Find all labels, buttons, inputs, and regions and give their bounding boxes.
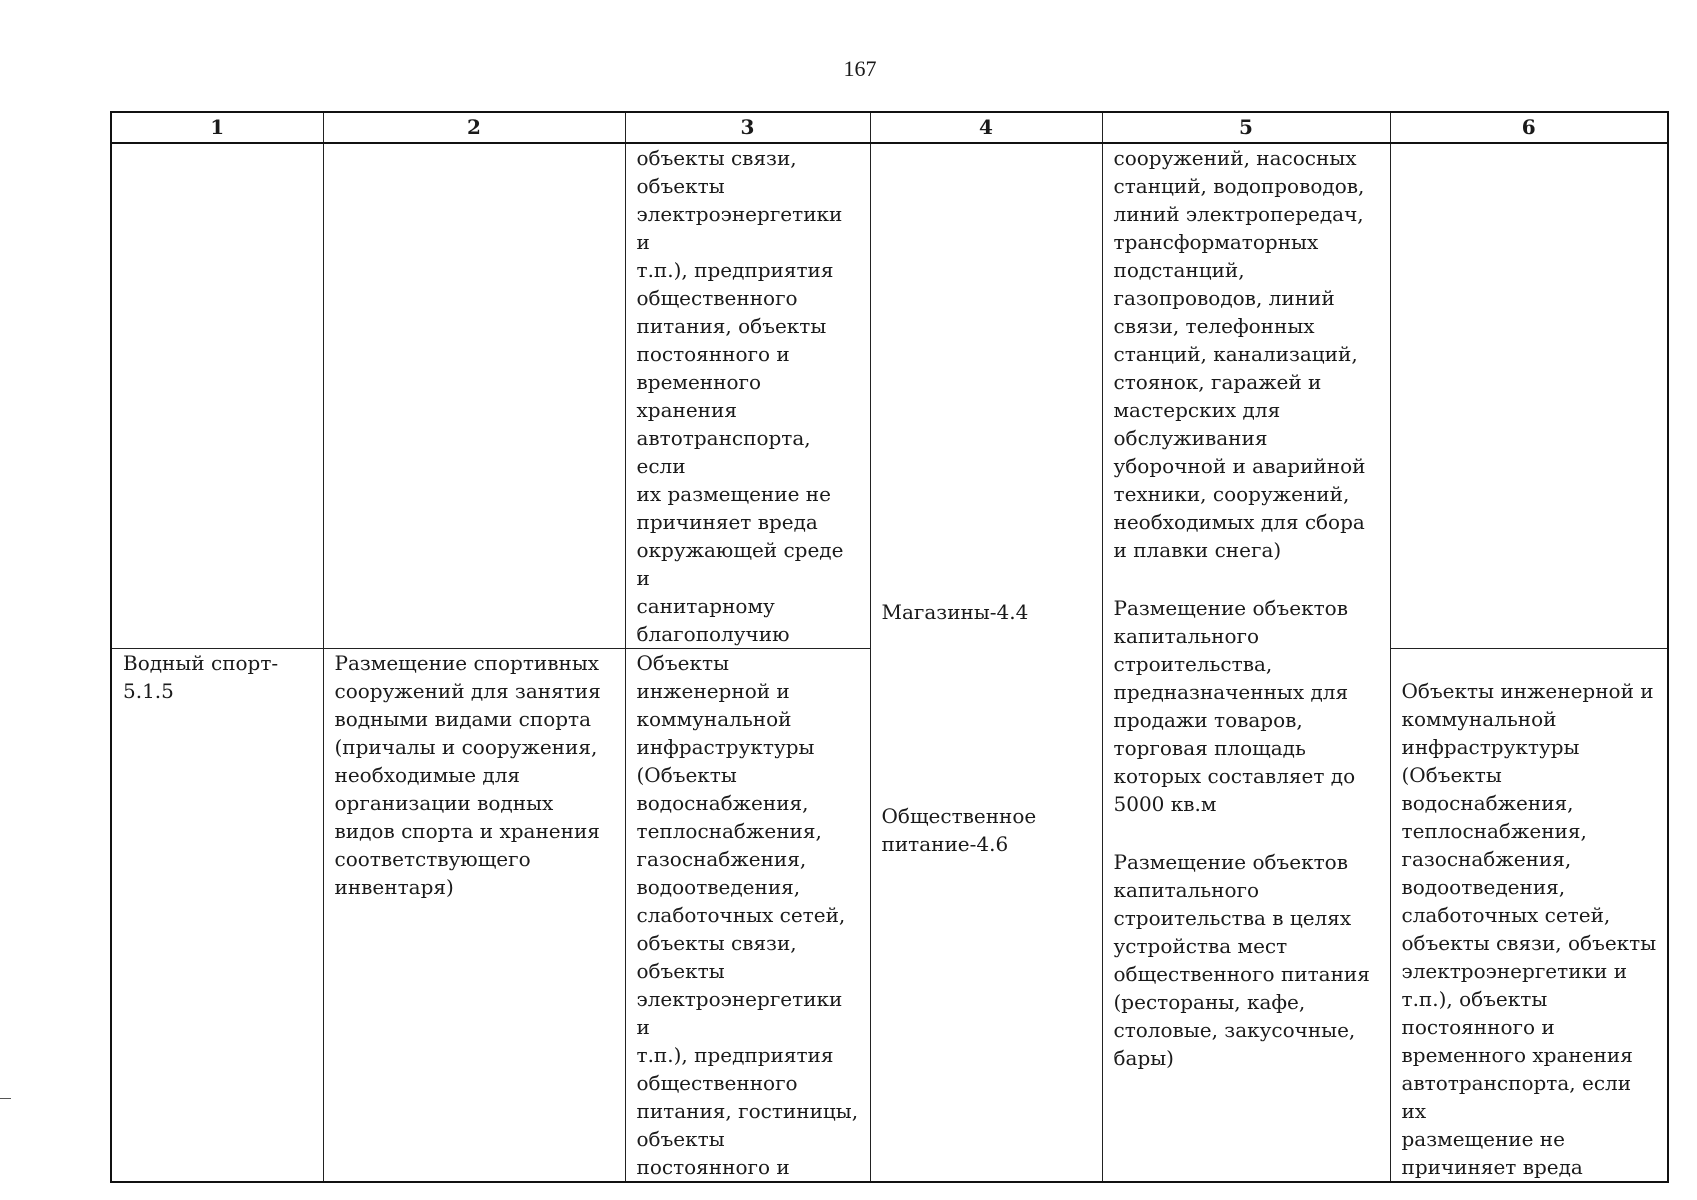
column-header-6: 6	[1390, 112, 1668, 143]
column-header-5: 5	[1102, 112, 1390, 143]
cell-text: Объекты инженерной и коммунальной инфраструктуры (Объекты водоснабжения, теплоснабжения, газоснабжения, водоотведения, слаботочных сетей, объекты связи, объекты электроэнергетики и т.п.), предприятия общественного питания, гостиницы, объекты постоянного и	[636, 651, 859, 1179]
column-header-2: 2	[323, 112, 625, 143]
cell-text: Размещение спортивных сооружений для занятия водными видами спорта (причалы и сооружения, необходимые для организации водных видов спорта и хранения соответствующего инвентаря)	[334, 651, 601, 899]
page-number: 167	[843, 56, 877, 81]
cell-text: Объекты инженерной и коммунальной инфраструктуры (Объекты водоснабжения, теплоснабжения, газоснабжения, водоотведения, слаботочных сетей, объекты связи, объекты электроэнергетики и т.п.), объекты постоянного и временного хранения автотранспорта, если их размещение не причиняет вреда	[1401, 679, 1657, 1179]
conditional-description-shops: Размещение объектов капитального строительства, предназначенных для продажи товаров, торговая площадь которых составляет до 5000 кв.м	[1113, 596, 1356, 816]
column-header-4: 4	[870, 112, 1102, 143]
cell-col6	[1390, 649, 1668, 1183]
cell-text: объекты связи, объекты электроэнергетики и т.п.), предприятия общественного питания, объекты постоянного и временного хранения автотранспорта, если их размещение не причиняет вреда окружающей среде и санитарному благополучию	[636, 146, 844, 646]
margin-mark	[0, 1098, 11, 1099]
zoning-table	[110, 111, 1669, 1183]
column-header-3: 3	[625, 112, 870, 143]
conditional-use-shops: Магазины-4.4	[881, 600, 1029, 624]
conditional-use-catering: Общественное питание-4.6	[881, 804, 1037, 856]
cell-use-name-continued	[111, 143, 323, 649]
cell-use-name	[111, 649, 323, 1183]
cell-use-description-continued	[323, 143, 625, 649]
cell-auxiliary-uses-continued	[625, 143, 870, 649]
cell-text: сооружений, насосных станций, водопроводов, линий электропередач, трансформаторных подстанций, газопроводов, линий связи, телефонных станций, канализаций, стоянок, гаражей и мастерских для обслуживания уборочной и аварийной техники, сооружений, необходимых для сбора и плавки снега)	[1113, 146, 1366, 562]
cell-use-description	[323, 649, 625, 1183]
column-header-1: 1	[111, 112, 323, 143]
table-header-row	[111, 112, 1668, 143]
table-row-continued	[111, 143, 1668, 649]
cell-conditional-uses	[870, 143, 1102, 1182]
cell-conditional-descriptions	[1102, 143, 1390, 1182]
conditional-description-catering: Размещение объектов капитального строительства в целях устройства мест общественного питания (рестораны, кафе, столовые, закусочные, бары)	[1113, 850, 1370, 1070]
cell-col6-continued	[1390, 143, 1668, 649]
cell-text: Водный спорт- 5.1.5	[123, 651, 279, 703]
cell-auxiliary-uses	[625, 649, 870, 1183]
